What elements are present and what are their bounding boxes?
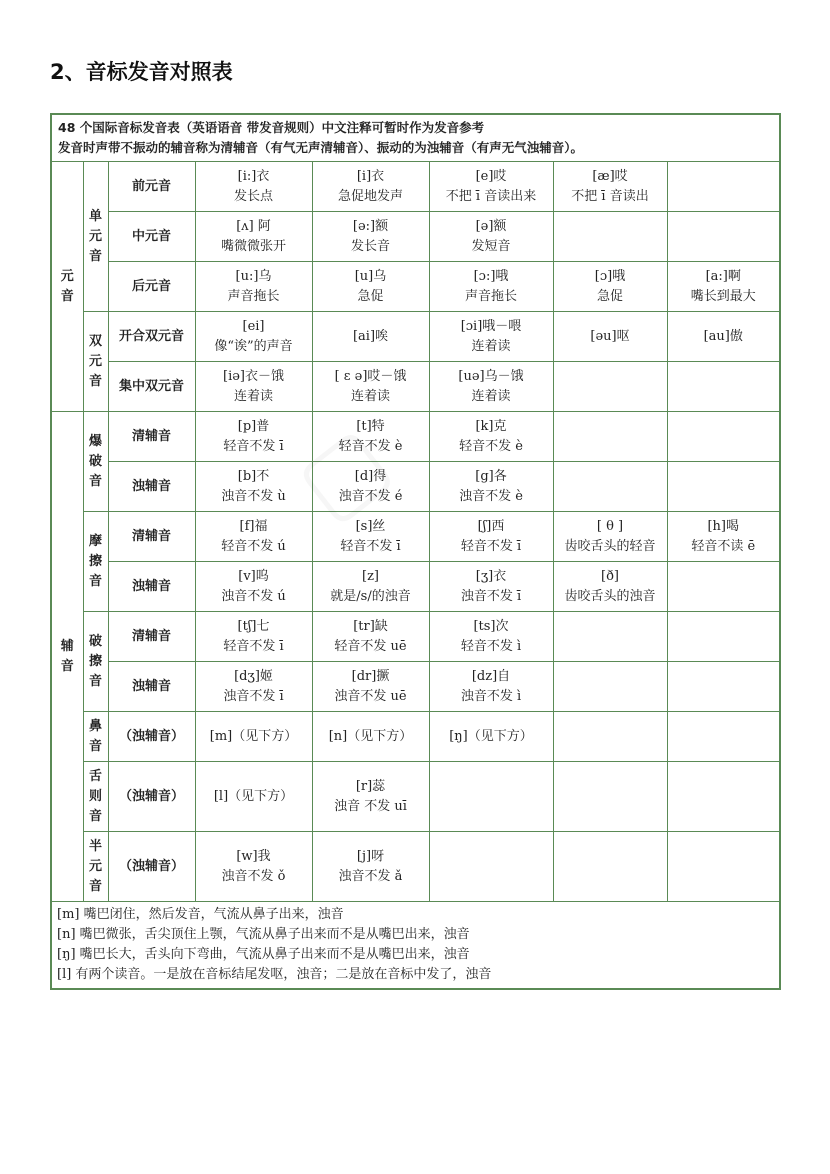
consonant-group-label <box>83 412 108 512</box>
phoneme-symbol: [i]衣 <box>356 168 385 184</box>
phoneme-symbol: [m]（见下方） <box>209 728 298 744</box>
phoneme-note: 轻音不发 ī <box>460 538 522 554</box>
phoneme-note: 浊音不发 ǒ <box>221 868 286 884</box>
phoneme-note: 浊音不发 uē <box>334 688 407 704</box>
phoneme-symbol: [s]丝 <box>355 518 386 534</box>
phoneme-symbol: [iə]衣－饿 <box>223 368 284 384</box>
phoneme-cell <box>429 412 553 462</box>
phoneme-note: 连着读 <box>350 388 390 404</box>
phoneme-symbol: [ɔ:]哦 <box>473 268 509 284</box>
phoneme-cell <box>553 162 667 212</box>
phoneme-symbol: [f]福 <box>239 518 268 534</box>
phoneme-symbol: [dz]自 <box>471 668 511 684</box>
phoneme-symbol: [i:]衣 <box>237 168 270 184</box>
phoneme-cell <box>667 362 780 412</box>
phoneme-symbol: [tʃ]七 <box>237 618 270 634</box>
phoneme-cell <box>553 712 667 762</box>
phonetic-table <box>50 113 781 990</box>
phoneme-symbol: [əu]呕 <box>590 328 630 344</box>
phoneme-symbol: [ə]额 <box>475 218 507 234</box>
phoneme-cell <box>553 312 667 362</box>
consonant-group-label <box>83 612 108 712</box>
phoneme-note: 发长点 <box>233 188 273 204</box>
phoneme-symbol: [ŋ]（见下方） <box>449 728 533 744</box>
consonant-category-label-char: 辅 <box>60 638 74 654</box>
phoneme-symbol: [p]普 <box>237 418 270 434</box>
vowel-category-label-char: 元 <box>60 268 74 284</box>
phoneme-note: 发短音 <box>471 238 511 254</box>
row-type-label: 开合双元音 <box>108 312 195 362</box>
consonant-category-label <box>51 412 83 902</box>
phoneme-cell <box>195 832 312 902</box>
phoneme-note: 轻音不发 è <box>459 438 523 454</box>
phoneme-cell <box>312 612 429 662</box>
phoneme-symbol: [ɔi]哦－喂 <box>460 318 522 334</box>
phoneme-cell <box>429 762 553 832</box>
phoneme-symbol: [b]不 <box>237 468 270 484</box>
phoneme-cell <box>195 362 312 412</box>
phoneme-cell <box>312 662 429 712</box>
phoneme-note: 连着读 <box>471 388 511 404</box>
phoneme-cell <box>553 512 667 562</box>
consonant-group-label-char: 音 <box>88 878 102 894</box>
phoneme-cell <box>195 612 312 662</box>
table-row <box>51 762 780 832</box>
phoneme-cell <box>553 462 667 512</box>
phoneme-note: 就是/s/的浊音 <box>330 588 411 604</box>
phoneme-cell <box>667 512 780 562</box>
note-line: [l] 有两个读音。一是放在音标结尾发呕，浊音；二是放在音标中发了，浊音 <box>57 967 492 982</box>
phoneme-note: 轻音不发 ī <box>223 638 284 654</box>
header-line1: 48 个国际音标发音表（英语语音 带发音规则）中文注释可暂时作为发音参考 <box>58 120 485 135</box>
phoneme-symbol: [g]各 <box>475 468 507 484</box>
phoneme-note: 声音拖长 <box>464 288 517 304</box>
note-line: [ŋ] 嘴巴长大，舌头向下弯曲，气流从鼻子出来而不是从嘴巴出来，浊音 <box>57 947 470 962</box>
phoneme-cell <box>195 312 312 362</box>
phoneme-note: 轻音不读 ē <box>691 538 756 554</box>
phoneme-cell <box>312 262 429 312</box>
row-type-label: 浊辅音 <box>108 662 195 712</box>
phoneme-cell <box>312 462 429 512</box>
consonant-group-label-char: 音 <box>88 738 102 754</box>
phoneme-cell <box>312 212 429 262</box>
phoneme-symbol: [u:]乌 <box>235 268 272 284</box>
phoneme-cell <box>553 612 667 662</box>
phoneme-note: 像“诶”的声音 <box>214 338 293 354</box>
phoneme-cell <box>667 562 780 612</box>
phoneme-cell <box>429 832 553 902</box>
phoneme-note: 浊音不发 ī <box>460 588 522 604</box>
consonant-group-label-char: 摩 <box>88 533 102 549</box>
consonant-group-label-char: 音 <box>88 473 102 489</box>
phoneme-note: 声音拖长 <box>227 288 280 304</box>
phoneme-note: 急促地发声 <box>337 188 403 204</box>
phoneme-cell <box>667 712 780 762</box>
phoneme-symbol: [ai]唉 <box>352 328 389 344</box>
row-type-label: （浊辅音） <box>108 762 195 832</box>
phoneme-cell <box>429 662 553 712</box>
table-row <box>51 262 780 312</box>
table-row <box>51 162 780 212</box>
consonant-group-label-char: 擦 <box>88 553 102 569</box>
phoneme-symbol: [j]呀 <box>356 848 385 864</box>
phoneme-symbol: [v]呜 <box>238 568 269 584</box>
phoneme-cell <box>667 612 780 662</box>
phoneme-symbol: [ei] <box>242 318 265 334</box>
page-title: 2、音标发音对照表 <box>50 60 233 84</box>
phoneme-cell <box>553 212 667 262</box>
phoneme-cell <box>667 762 780 832</box>
phoneme-symbol: [l]（见下方） <box>213 788 294 804</box>
phoneme-note: 轻音不发 ú <box>221 538 286 554</box>
phoneme-cell <box>667 412 780 462</box>
consonant-group-label-char: 则 <box>88 788 102 804</box>
phoneme-symbol: [n]（见下方） <box>328 728 413 744</box>
phoneme-cell <box>553 262 667 312</box>
table-row <box>51 212 780 262</box>
phoneme-note: 齿咬舌头的轻音 <box>564 538 656 554</box>
table-row <box>51 662 780 712</box>
phoneme-note: 嘴微微张开 <box>220 238 286 254</box>
phoneme-cell <box>429 512 553 562</box>
phoneme-symbol: [ð] <box>601 568 619 584</box>
phoneme-cell <box>429 212 553 262</box>
row-type-label: 后元音 <box>108 262 195 312</box>
vowel-category-label-char: 音 <box>60 288 74 304</box>
phoneme-note: 浊音不发 ǎ <box>338 868 403 884</box>
consonant-group-label <box>83 832 108 902</box>
phoneme-cell <box>667 162 780 212</box>
consonant-group-label-char: 半 <box>88 838 102 854</box>
phoneme-cell <box>429 712 553 762</box>
phoneme-cell <box>667 212 780 262</box>
table-row <box>51 412 780 462</box>
phoneme-note: 浊音不发 ī <box>223 688 284 704</box>
phoneme-cell <box>553 562 667 612</box>
header-line2: 发音时声带不振动的辅音称为清辅音（有气无声清辅音）、振动的为浊辅音（有声无气浊辅音）。 <box>58 140 584 155</box>
phoneme-cell <box>667 262 780 312</box>
phoneme-cell <box>195 762 312 832</box>
phoneme-symbol: [w]我 <box>236 848 271 864</box>
phoneme-cell <box>429 612 553 662</box>
table-row <box>51 712 780 762</box>
table-row <box>51 832 780 902</box>
phoneme-symbol: [e]哎 <box>475 168 507 184</box>
phoneme-cell <box>195 712 312 762</box>
consonant-category-label-char: 音 <box>60 658 74 674</box>
phoneme-symbol: [tr]缺 <box>353 618 388 634</box>
note-line: [m] 嘴巴闭住，然后发音，气流从鼻子出来，浊音 <box>57 907 344 922</box>
phoneme-cell <box>195 412 312 462</box>
phoneme-cell <box>429 262 553 312</box>
phoneme-cell <box>553 832 667 902</box>
phoneme-cell <box>667 662 780 712</box>
phoneme-cell <box>429 162 553 212</box>
phoneme-note: 齿咬舌头的浊音 <box>564 588 656 604</box>
monophthong-group-label-char: 音 <box>88 248 102 264</box>
phoneme-cell <box>667 462 780 512</box>
phoneme-cell <box>667 312 780 362</box>
row-type-label: 浊辅音 <box>108 462 195 512</box>
monophthong-group-label <box>83 162 108 312</box>
consonant-group-label-char: 元 <box>88 858 102 874</box>
consonant-group-label-char: 鼻 <box>88 718 102 734</box>
monophthong-group-label-char: 元 <box>88 228 102 244</box>
phoneme-symbol: [ʃ]西 <box>477 518 505 534</box>
phoneme-note: 轻音不发 ī <box>340 538 401 554</box>
phoneme-cell <box>312 412 429 462</box>
phoneme-symbol: [dʒ]姬 <box>234 668 273 684</box>
phoneme-symbol: [ʌ] 阿 <box>236 218 271 234</box>
table-row <box>51 362 780 412</box>
phoneme-note: 轻音不发 ī <box>223 438 284 454</box>
phoneme-note: 浊音不发 ì <box>460 688 522 704</box>
row-type-label: 集中双元音 <box>108 362 195 412</box>
consonant-group-label-char: 破 <box>88 633 102 649</box>
phoneme-cell <box>195 162 312 212</box>
phoneme-cell <box>195 562 312 612</box>
diphthong-group-label-char: 双 <box>88 333 102 349</box>
phoneme-cell <box>312 832 429 902</box>
phoneme-note: 急促 <box>596 288 623 304</box>
diphthong-group-label-char: 音 <box>88 373 102 389</box>
table-row <box>51 462 780 512</box>
phoneme-cell <box>195 512 312 562</box>
phoneme-symbol: [ʒ]衣 <box>475 568 507 584</box>
phoneme-cell <box>429 362 553 412</box>
consonant-group-label-char: 舌 <box>88 768 102 784</box>
table-row <box>51 512 780 562</box>
consonant-group-label-char: 音 <box>88 808 102 824</box>
phoneme-symbol: [d]得 <box>354 468 387 484</box>
phoneme-symbol: [h]喝 <box>707 518 740 534</box>
table-row <box>51 562 780 612</box>
row-type-label: 清辅音 <box>108 612 195 662</box>
phoneme-cell <box>195 662 312 712</box>
row-type-label: 清辅音 <box>108 412 195 462</box>
phoneme-symbol: [z] <box>362 568 379 584</box>
phoneme-symbol: [ɔ]哦 <box>594 268 626 284</box>
phoneme-symbol: [a:]啊 <box>705 268 741 284</box>
phoneme-symbol: [au]傲 <box>703 328 743 344</box>
row-type-label: 浊辅音 <box>108 562 195 612</box>
phoneme-cell <box>312 512 429 562</box>
phoneme-note: 轻音不发 è <box>338 438 403 454</box>
phoneme-note: 轻音不发 uē <box>334 638 407 654</box>
phoneme-cell <box>553 662 667 712</box>
phoneme-symbol: [u]乌 <box>354 268 387 284</box>
consonant-group-label <box>83 762 108 832</box>
phoneme-cell <box>553 762 667 832</box>
monophthong-group-label-char: 单 <box>88 208 102 224</box>
row-type-label: （浊辅音） <box>108 832 195 902</box>
notes-cell <box>51 902 780 990</box>
phoneme-cell <box>312 762 429 832</box>
phoneme-cell <box>553 412 667 462</box>
consonant-group-label-char: 爆 <box>88 433 102 449</box>
phoneme-note: 轻音不发 ì <box>460 638 522 654</box>
row-type-label: 前元音 <box>108 162 195 212</box>
phoneme-symbol: [æ]哎 <box>592 168 628 184</box>
phoneme-note: 浊音不发 é <box>338 488 403 504</box>
phoneme-symbol: [r]蕊 <box>355 778 386 794</box>
consonant-group-label-char: 音 <box>88 673 102 689</box>
diphthong-group-label-char: 元 <box>88 353 102 369</box>
phoneme-cell <box>429 312 553 362</box>
phoneme-note: 嘴长到最大 <box>690 288 756 304</box>
phoneme-note: 不把 ī 音读出来 <box>445 188 537 204</box>
phoneme-symbol: [dr]撅 <box>351 668 390 684</box>
consonant-group-label <box>83 712 108 762</box>
phoneme-cell <box>312 712 429 762</box>
phoneme-cell <box>312 312 429 362</box>
phoneme-cell <box>312 162 429 212</box>
row-type-label: （浊辅音） <box>108 712 195 762</box>
phoneme-cell <box>312 562 429 612</box>
table-row <box>51 612 780 662</box>
consonant-group-label <box>83 512 108 612</box>
consonant-group-label-char: 擦 <box>88 653 102 669</box>
note-line: [n] 嘴巴微张，舌尖顶住上颚，气流从鼻子出来而不是从嘴巴出来，浊音 <box>57 927 470 942</box>
consonant-group-label-char: 音 <box>88 573 102 589</box>
phoneme-note: 发长音 <box>350 238 390 254</box>
row-type-label: 中元音 <box>108 212 195 262</box>
phoneme-symbol: [ts]次 <box>473 618 509 634</box>
phoneme-note: 浊音不发 ù <box>221 488 286 504</box>
phoneme-note: 连着读 <box>233 388 273 404</box>
phoneme-cell <box>429 562 553 612</box>
consonant-group-label-char: 破 <box>88 453 102 469</box>
phoneme-note: 急促 <box>357 288 384 304</box>
phoneme-note: 不把 ī 音读出 <box>571 188 649 204</box>
vowel-category-label <box>51 162 83 412</box>
diphthong-group-label <box>83 312 108 412</box>
phoneme-cell <box>195 212 312 262</box>
phoneme-cell <box>312 362 429 412</box>
phoneme-symbol: [ θ ] <box>596 518 624 534</box>
phoneme-note: 浊音不发 ú <box>221 588 286 604</box>
phoneme-cell <box>553 362 667 412</box>
phoneme-cell <box>667 832 780 902</box>
phoneme-note: 连着读 <box>471 338 511 354</box>
phoneme-cell <box>195 462 312 512</box>
phoneme-cell <box>195 262 312 312</box>
phoneme-symbol: [k]克 <box>475 418 507 434</box>
phoneme-symbol: [uə]乌－饿 <box>458 368 524 384</box>
row-type-label: 清辅音 <box>108 512 195 562</box>
table-row <box>51 312 780 362</box>
phoneme-note: 浊音不发 è <box>459 488 523 504</box>
phoneme-cell <box>429 462 553 512</box>
phoneme-symbol: [ə:]额 <box>352 218 389 234</box>
table-header <box>51 114 780 162</box>
phoneme-note: 浊音 不发 uī <box>334 798 407 814</box>
phoneme-symbol: [ ɛ ə]哎－饿 <box>334 368 407 384</box>
phoneme-symbol: [t]特 <box>356 418 385 434</box>
